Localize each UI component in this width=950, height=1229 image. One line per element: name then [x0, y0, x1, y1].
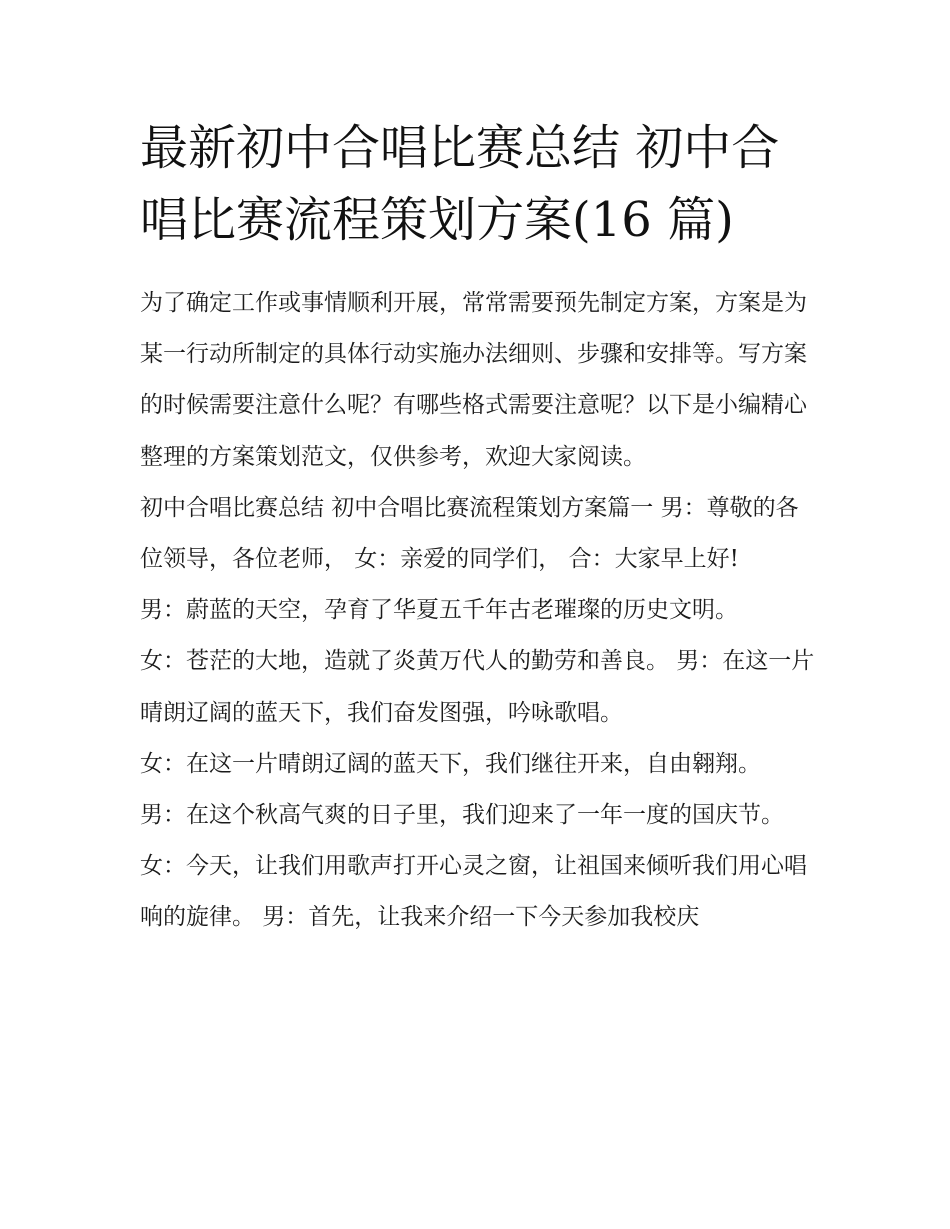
paragraph-intro: 为了确定工作或事情顺利开展，常常需要预先制定方案，方案是为某一行动所制定的具体行动实施办法细则、步骤和安排等。写方案的时候需要注意什么呢？有哪些格式需要注意呢？以下是小编精心整理的方案策划范文，仅供参考，欢迎大家阅读。: [140, 290, 807, 470]
document-title: 最新初中合唱比赛总结 初中合唱比赛流程策划方案(16 篇): [140, 120, 780, 248]
paragraph-line-male-2: 男：在这个秋高气爽的日子里，我们迎来了一年一度的国庆节。: [140, 802, 784, 829]
paragraph-line-female-3: 女：今天，让我们用歌声打开心灵之窗，让祖国来倾听我们用心唱响的旋律。 男：首先，让我来介绍一下今天参加我校庆: [140, 853, 807, 931]
document-content: [140, 112, 820, 944]
paragraph-opening: 初中合唱比赛总结 初中合唱比赛流程策划方案篇一 男：尊敬的各位领导，各位老师， 女：亲爱的同学们， 合：大家早上好!: [140, 494, 799, 573]
document-body: [140, 278, 820, 944]
paragraph-line-female-1: 女：苍茫的大地，造就了炎黄万代人的勤劳和善良。 男：在这一片晴朗辽阔的蓝天下，我们奋发图强，吟咏歌唱。: [140, 648, 815, 726]
paragraph-line-male-1: 男：蔚蓝的天空，孕育了华夏五千年古老璀璨的历史文明。: [140, 597, 738, 624]
paragraph-line-female-2: 女：在这一片晴朗辽阔的蓝天下，我们继往开来，自由翱翔。: [140, 750, 761, 777]
